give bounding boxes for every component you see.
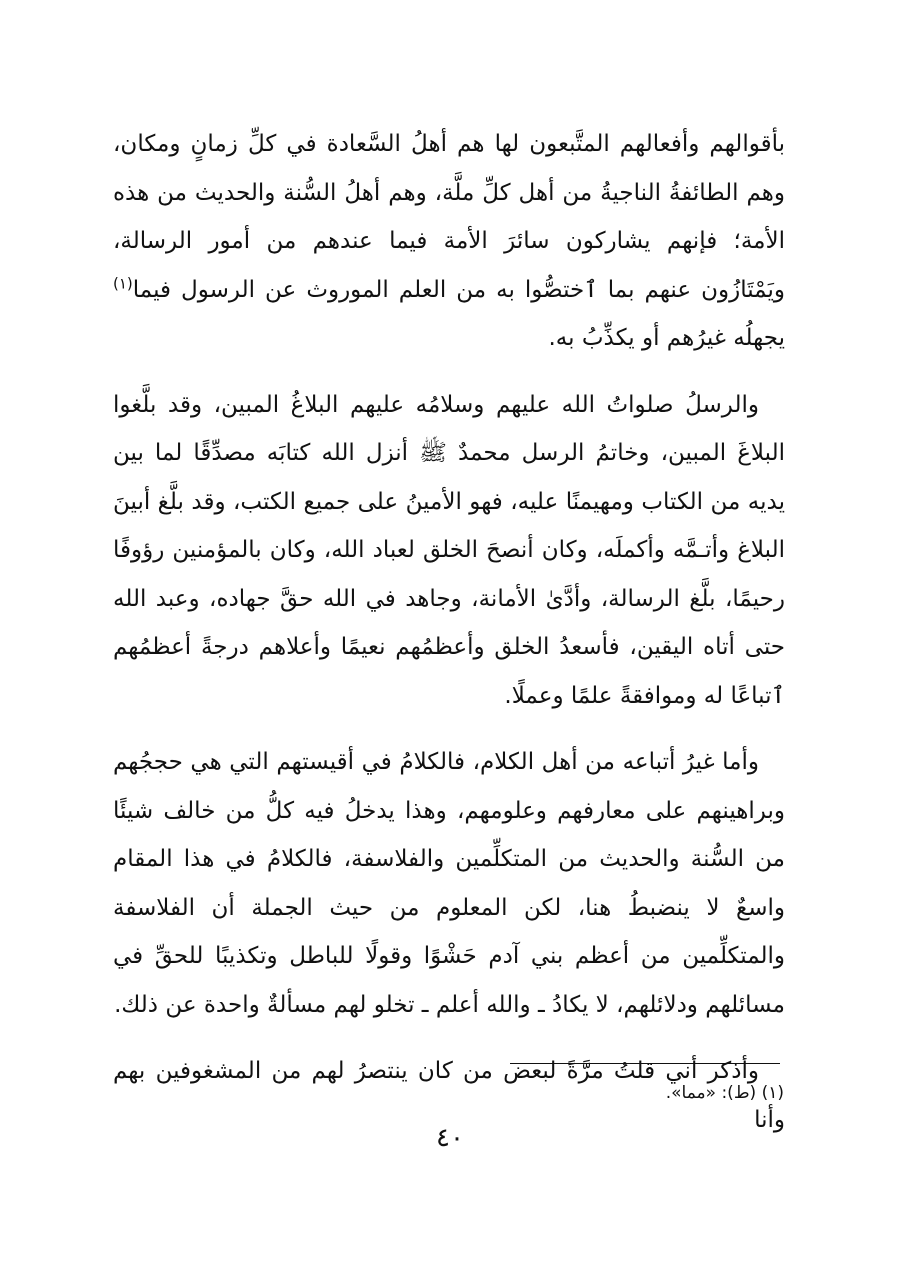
paragraph-1	[113, 120, 785, 363]
paragraph-3: وأما غيرُ أتباعه من أهل الكلام، فالكلامُ في أقيستهم التي هي حججُهم وبراهينهم على معارفهم وعلومهم، وهذا يدخلُ فيه كلُّ من خالف شيئًا من السُّنة والحديث من المتكلِّمين والفلاسفة، فالكلامُ في هذا المقام واسعٌ لا ينضبطُ هنا، لكن المعلوم من حيث الجملة أن الفلاسفة والمتكلِّمين من أعظم بني آدم حَشْوًا وقولًا للباطل وتكذيبًا للحقِّ في مسائلهم ودلائلهم، لا يكادُ ـ والله أعلم ـ تخلو لهم مسألةٌ واحدة عن ذلك.	[113, 749, 785, 1018]
footnote-separator	[510, 1063, 780, 1064]
main-text	[113, 120, 785, 1144]
paragraph-2: والرسلُ صلواتُ الله عليهم وسلامُه عليهم البلاغُ المبين، وقد بلَّغوا البلاغَ المبين، وخاتمُ الرسل محمدٌ ﷺ أنزل الله كتابَه مصدِّقًا لما بين يديه من الكتاب ومهيمنًا عليه، فهو الأمينُ على جميع الكتب، وقد بلَّغ أبينَ البلاغ وأتـمَّه وأكملَه، وكان أنصحَ الخلق لعباد الله، وكان بالمؤمنين رؤوفًا رحيمًا، بلَّغ الرسالة، وأدَّىٰ الأمانة، وجاهد في الله حقَّ جهاده، وعبد الله حتى أتاه اليقين، فأسعدُ الخلق وأعظمُهم نعيمًا وأعلاهم درجةً أعظمُهم ٱتباعًا له وموافقةً علمًا وعملًا.	[113, 391, 785, 709]
paragraph-4: وأذكر أني قلتُ مرَّةً لبعض من كان ينتصرُ لهم من المشغوفين بهم وأنا	[113, 1058, 785, 1133]
footnote-reference-mark: (١)	[113, 273, 133, 292]
page-number: ٤٠	[436, 1123, 464, 1153]
paragraph-1-text: بأقوالهم وأفعالهم المتَّبعون لها هم أهلُ السَّعادة في كلِّ زمانٍ ومكان، وهم الطائفةُ الناجيةُ من أهل كلِّ ملَّة، وهم أهلُ السُّنة والحديث من هذه الأمة؛ فإنهم يشاركون سائرَ الأمة فيما عندهم من أمور الرسالة، ويَمْتَازُون عنهم بما ٱختصُّوا به من العلم الموروث عن الرسول فيما	[113, 131, 785, 303]
footnote: (١) (ط): «مما».	[665, 1083, 784, 1103]
paragraph-1-text-end: يجهلُه غيرُهم أو يكذِّبُ به.	[548, 325, 785, 351]
